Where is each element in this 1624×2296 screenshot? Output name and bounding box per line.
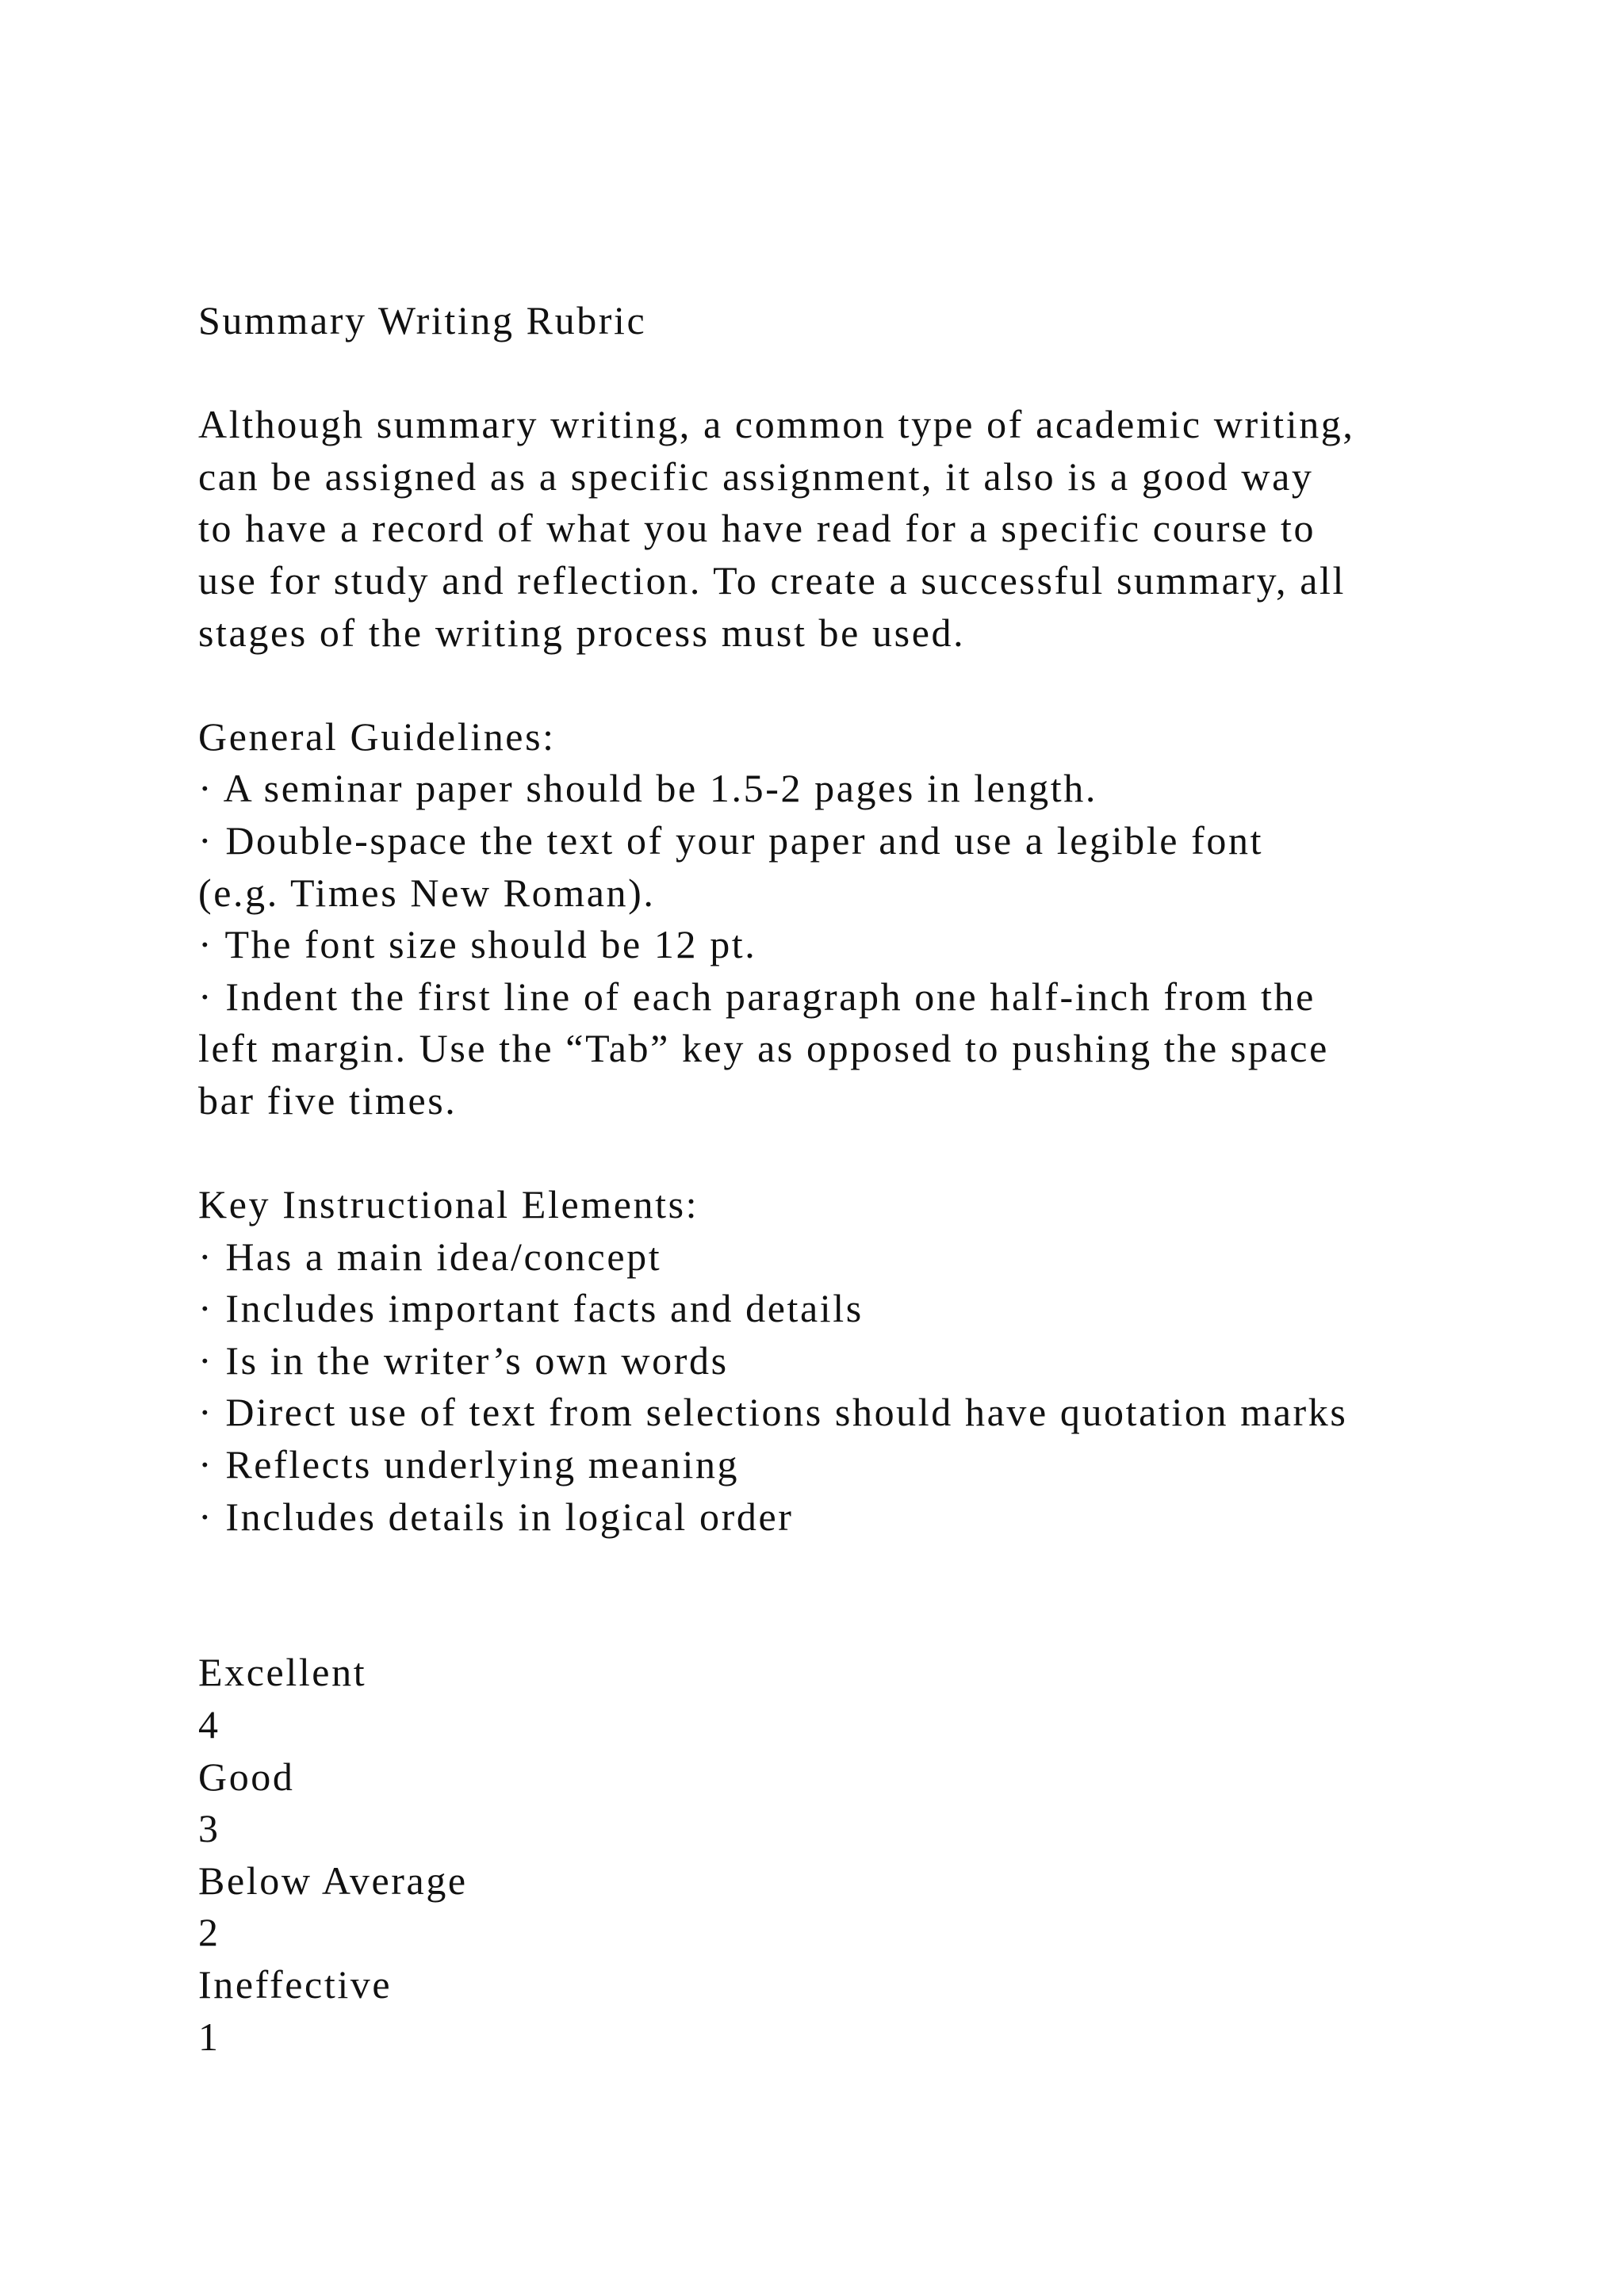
element-line: · Direct use of text from selections should have quotation marks — [198, 1390, 1348, 1435]
general-guidelines-section — [198, 711, 1546, 1127]
guideline-line: · A seminar paper should be 1.5-2 pages in length. — [198, 766, 1097, 811]
intro-line: Although summary writing, a common type of academic writing, — [198, 402, 1355, 447]
spacer — [198, 659, 1546, 711]
guideline-line: · The font size should be 12 pt. — [198, 922, 757, 967]
intro-line: stages of the writing process must be used. — [198, 610, 966, 655]
guideline-line: · Indent the first line of each paragraph one half-inch from the — [198, 974, 1316, 1019]
key-elements-section — [198, 1179, 1546, 1543]
element-line: · Has a main idea/concept — [198, 1234, 662, 1279]
document-title: Summary Writing Rubric — [198, 298, 647, 342]
guideline-line: (e.g. Times New Roman). — [198, 870, 656, 915]
rating-label: Ineffective — [198, 1962, 393, 2007]
rating-score: 1 — [198, 2014, 220, 2059]
intro-line: to have a record of what you have read for a specific course to — [198, 506, 1316, 551]
element-line: · Includes details in logical order — [198, 1494, 794, 1539]
element-line: · Is in the writer’s own words — [198, 1337, 729, 1383]
spacer — [198, 1543, 1546, 1595]
guideline-line: bar five times. — [198, 1077, 458, 1123]
guidelines-heading: General Guidelines: — [198, 714, 556, 759]
spacer — [198, 1595, 1546, 1647]
document-body — [198, 295, 1546, 2063]
elements-heading: Key Instructional Elements: — [198, 1182, 699, 1227]
rating-label: Good — [198, 1754, 295, 1799]
intro-line: use for study and reflection. To create a successful summary, all — [198, 557, 1346, 603]
spacer — [198, 347, 1546, 400]
element-line: · Reflects underlying meaning — [198, 1442, 740, 1487]
rating-score: 3 — [198, 1806, 220, 1851]
rating-score: 4 — [198, 1702, 220, 1747]
rating-score: 2 — [198, 1910, 220, 1955]
spacer — [198, 1127, 1546, 1180]
element-line: · Includes important facts and details — [198, 1286, 864, 1331]
rating-label: Excellent — [198, 1650, 367, 1695]
rating-scale — [198, 1647, 1546, 2063]
guideline-line: left margin. Use the “Tab” key as opposed to pushing the space — [198, 1026, 1329, 1071]
rating-label: Below Average — [198, 1858, 468, 1903]
intro-line: can be assigned as a specific assignment, it also is a good way — [198, 453, 1314, 499]
intro-paragraph — [198, 399, 1546, 659]
guideline-line: · Double-space the text of your paper and use a legible font — [198, 817, 1264, 863]
